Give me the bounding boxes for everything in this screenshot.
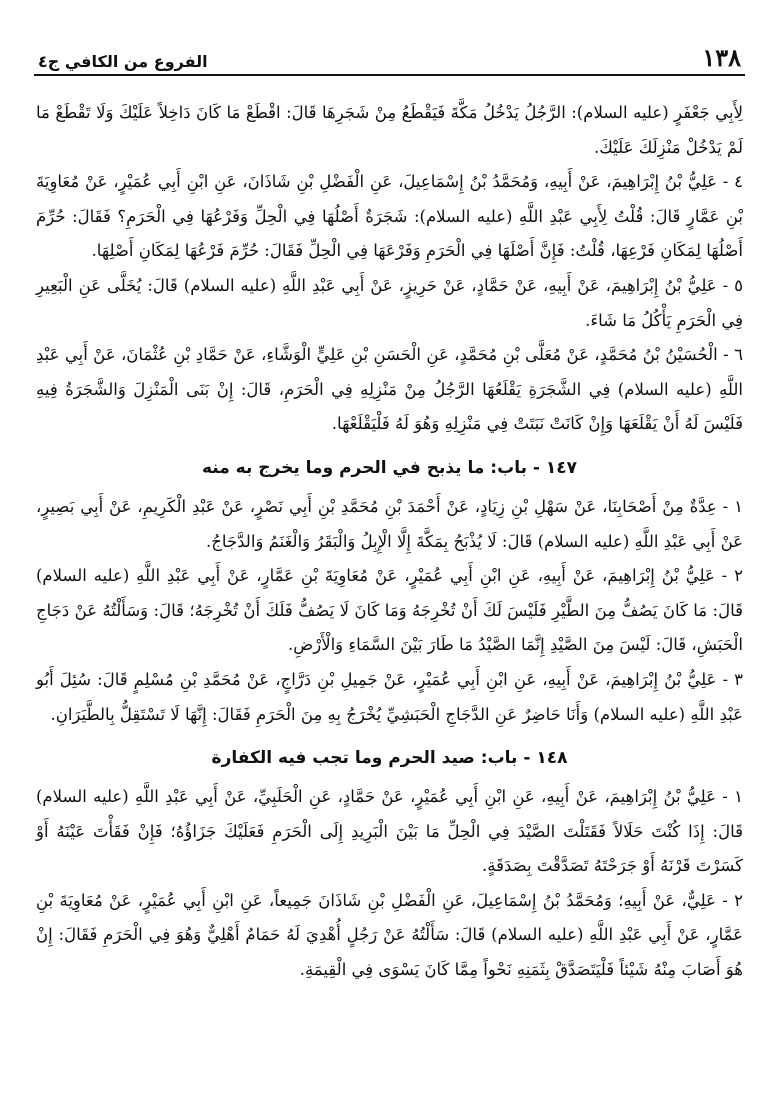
hadith-paragraph: ١ - عَلِيُّ بْنُ إِبْرَاهِيمَ، عَنْ أَبِيهِ، عَنِ ابْنِ أَبِي عُمَيْرٍ، عَنْ حَمَّادٍ، عَنِ الْحَلَبِيِّ، عَنْ أَبِي عَبْدِ اللَّهِ (عليه السلام) قَالَ: إِذَا كُنْتَ حَلَالاً فَقَتَلْتَ الصَّيْدَ فِي الْحِلِّ مَا بَيْنَ الْبَرِيدِ إِلَى الْحَرَمِ فَعَلَيْكَ جَزَاؤُهُ؛ فَإِنْ فَقَأْتَ عَيْنَهُ أَوْ كَسَرْتَ قَرْنَهُ أَوْ جَرَحْتَهُ تَصَدَّقْتَ بِصَدَقَةٍ. — [36, 787, 743, 876]
hadith-paragraph: ٢ - عَلِيٌّ، عَنْ أَبِيهِ؛ وَمُحَمَّدُ بْنُ إِسْمَاعِيلَ، عَنِ الْفَضْلِ بْنِ شَاذَانَ جَمِيعاً، عَنِ ابْنِ أَبِي عُمَيْرٍ، عَنْ مُعَاوِيَةَ بْنِ عَمَّارٍ، عَنْ أَبِي عَبْدِ اللَّهِ (عليه السلام) قَالَ: سَأَلْتُهُ عَنْ رَجُلٍ أُهْدِيَ لَهُ حَمَامٌ أَهْلِيٌّ وَهُوَ فِي الْحَرَمِ فَقَالَ: إِنْ هُوَ أَصَابَ مِنْهُ شَيْئاً فَلْيَتَصَدَّقْ بِثَمَنِهِ نَحْواً مِمَّا كَانَ يَسْوَى فِي الْقِيمَةِ. — [36, 890, 743, 980]
hadith-paragraph: ١ - عِدَّةٌ مِنْ أَصْحَابِنَا، عَنْ سَهْلِ بْنِ زِيَادٍ، عَنْ أَحْمَدَ بْنِ مُحَمَّدِ بْنِ أَبِي نَصْرٍ، عَنْ عَبْدِ الْكَرِيمِ، عَنْ أَبِي بَصِيرٍ، عَنْ أَبِي عَبْدِ اللَّهِ (عليه السلام) قَالَ: لَا يُذْبَحُ بِمَكَّةَ إِلَّا الْإِبِلُ وَالْبَقَرُ وَالْغَنَمُ وَالدَّجَاجُ. — [36, 496, 743, 551]
page-body — [34, 96, 745, 988]
hadith-paragraph: ٤ - عَلِيُّ بْنُ إِبْرَاهِيمَ، عَنْ أَبِيهِ، وَمُحَمَّدُ بْنُ إِسْمَاعِيلَ، عَنِ الْفَضْلِ بْنِ شَاذَانَ، عَنِ ابْنِ أَبِي عُمَيْرٍ، عَنْ مُعَاوِيَةَ بْنِ عَمَّارٍ قَالَ: قُلْتُ لِأَبِي عَبْدِ اللَّهِ (عليه السلام): شَجَرَةٌ أَصْلُهَا فِي الْحِلِّ وَفَرْعُهَا فِي الْحَرَمِ؟ فَقَالَ: حُرِّمَ أَصْلُهَا لِمَكَانِ فَرْعِهَا، قُلْتُ: فَإِنَّ أَصْلَهَا فِي الْحَرَمِ وَفَرْعَهَا فِي الْحِلِّ فَقَالَ: حُرِّمَ فَرْعُهَا لِمَكَانِ أَصْلِهَا. — [36, 172, 743, 261]
hadith-paragraph: ٦ - الْحُسَيْنُ بْنُ مُحَمَّدٍ، عَنْ مُعَلَّى بْنِ مُحَمَّدٍ، عَنِ الْحَسَنِ بْنِ عَلِيٍّ الْوَشَّاءِ، عَنْ حَمَّادِ بْنِ عُثْمَانَ، عَنْ أَبِي عَبْدِ اللَّهِ (عليه السلام) فِي الشَّجَرَةِ يَقْلَعُهَا الرَّجُلُ مِنْ مَنْزِلِهِ فِي الْحَرَمِ، قَالَ: إِنْ بَنَى الْمَنْزِلَ وَالشَّجَرَةُ فِيهِ فَلَيْسَ لَهُ أَنْ يَقْلَعَهَا وَإِنْ كَانَتْ نَبَتَتْ فِي مَنْزِلِهِ وَهُوَ لَهُ فَلْيَقْلَعْهَا. — [36, 345, 743, 434]
hadith-paragraph: ٥ - عَلِيُّ بْنُ إِبْرَاهِيمَ، عَنْ أَبِيهِ، عَنْ حَمَّادٍ، عَنْ حَرِيزٍ، عَنْ أَبِي عَبْدِ اللَّهِ (عليه السلام) قَالَ: يُخَلَّى عَنِ الْبَعِيرِ فِي الْحَرَمِ يَأْكُلُ مَا شَاءَ. — [36, 275, 743, 330]
running-title: الفروع من الكافي ج٤ — [38, 52, 208, 71]
chapter-heading: ١٤٧ - باب: ما يذبح في الحرم وما يخرج به منه — [201, 457, 577, 478]
hadith-paragraph: ٢ - عَلِيُّ بْنُ إِبْرَاهِيمَ، عَنْ أَبِيهِ، عَنِ ابْنِ أَبِي عُمَيْرٍ، عَنْ مُعَاوِيَةَ بْنِ عَمَّارٍ، عَنْ أَبِي عَبْدِ اللَّهِ (عليه السلام) قَالَ: مَا كَانَ يَصُفُّ مِنَ الطَّيْرِ فَلَيْسَ لَكَ أَنْ تُخْرِجَهُ وَمَا كَانَ لَا يَصُفُّ فَلَكَ أَنْ تُخْرِجَهُ؛ قَالَ: وَسَأَلْتُهُ عَنْ دَجَاجِ الْحَبَشِ، قَالَ: لَيْسَ مِنَ الصَّيْدِ إِنَّمَا الصَّيْدُ مَا طَارَ بَيْنَ السَّمَاءِ وَالْأَرْضِ. — [36, 566, 743, 655]
page-header — [34, 40, 745, 76]
page-number: ١٣٨ — [702, 43, 741, 72]
hadith-paragraph: ٣ - عَلِيُّ بْنُ إِبْرَاهِيمَ، عَنْ أَبِيهِ، عَنِ ابْنِ أَبِي عُمَيْرٍ، عَنْ جَمِيلِ بْنِ دَرَّاجٍ، عَنْ مُحَمَّدِ بْنِ مُسْلِمٍ قَالَ: سُئِلَ أَبُو عَبْدِ اللَّهِ (عليه السلام) وَأَنَا حَاضِرٌ عَنِ الدَّجَاجِ الْحَبَشِيِّ يُخْرَجُ بِهِ مِنَ الْحَرَمِ فَقَالَ: إِنَّهَا لَا تَسْتَقِلُّ بِالطَّيَرَانِ. — [36, 669, 743, 724]
chapter-heading: ١٤٨ - باب: صيد الحرم وما تجب فيه الكفارة — [211, 748, 568, 769]
hadith-paragraph: لِأَبِي جَعْفَرٍ (عليه السلام): الرَّجُلُ يَدْخُلُ مَكَّةَ فَيَقْطَعُ مِنْ شَجَرِهَا قَالَ: اقْطَعْ مَا كَانَ دَاخِلاً عَلَيْكَ وَلَا تَقْطَعْ مَا لَمْ يَدْخُلْ مَنْزِلَكَ عَلَيْكَ. — [36, 103, 743, 157]
